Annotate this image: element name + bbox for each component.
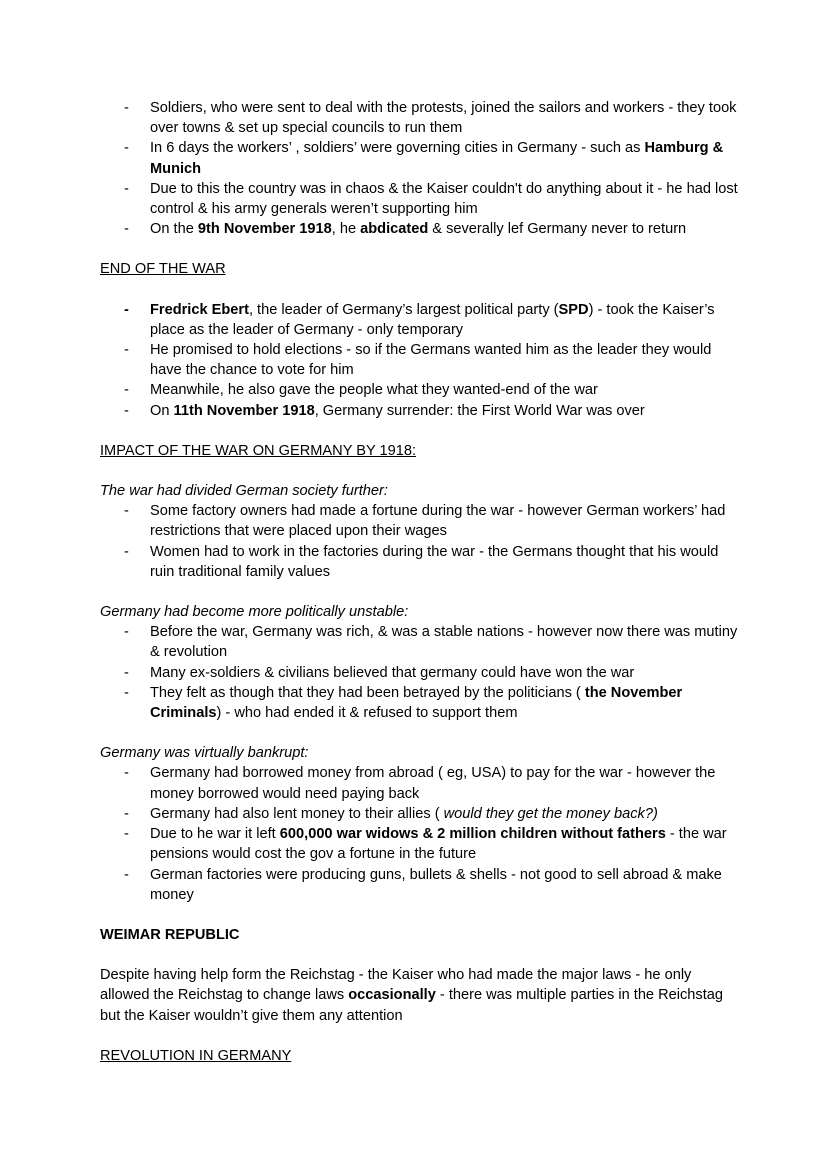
bullet-dash: - — [124, 805, 129, 822]
bullet-dash: - — [124, 180, 129, 197]
text-run: They felt as though that they had been betrayed by the politicians ( — [150, 684, 585, 701]
document-page — [100, 98, 740, 1066]
list-item — [100, 683, 740, 723]
list-item-text — [150, 665, 634, 681]
list-item-text — [150, 140, 723, 176]
text-run: Many ex-soldiers & civilians believed that germany could have won the war — [150, 664, 635, 681]
list-item-text — [150, 544, 718, 580]
bullet-dash: - — [124, 100, 129, 116]
list-item — [100, 380, 740, 400]
list-item — [100, 98, 740, 138]
list-item-text — [150, 624, 737, 660]
list-item — [100, 340, 740, 380]
bold-text: the November Criminals — [150, 684, 683, 722]
list-item-text — [150, 382, 598, 398]
text-run: Due to he war it left — [150, 826, 280, 843]
bold-text: occasionally — [348, 987, 436, 1004]
text-run: , Germany surrender: the First World War was over — [314, 402, 645, 419]
bullet-list-bankrupt — [100, 763, 740, 904]
heading-revolution-in-germany: REVOLUTION IN GERMANY — [100, 1047, 292, 1064]
bold-text: Hamburg & Munich — [150, 140, 724, 177]
weimar-paragraph — [100, 965, 740, 1026]
bullet-dash: - — [124, 866, 129, 883]
bullet-list-unstable — [100, 622, 740, 723]
bullet-list-society — [100, 501, 740, 582]
bold-text: Fredrick Ebert — [150, 301, 249, 318]
text-run: In 6 days the workers’ , soldiers’ were governing cities in Germany - such as — [150, 140, 645, 157]
list-item-text — [150, 765, 715, 801]
bullet-dash: - — [124, 503, 129, 520]
list-item — [100, 219, 740, 239]
text-run: Some factory owners had made a fortune during the war - however German workers’ had restrictions that were placed upon their wages — [150, 503, 726, 540]
text-run: ) - who had ended it & refused to support them — [216, 705, 518, 722]
bullet-dash: - — [124, 765, 129, 782]
list-item — [100, 401, 740, 421]
text-run: On the — [150, 221, 198, 238]
text-run: On — [150, 402, 174, 419]
text-run: ) - took the Kaiser’s place as the leader of Germany - only temporary — [150, 301, 715, 338]
bold-text: 9th November 1918 — [197, 221, 332, 238]
text-run: - there was multiple parties in the Reichstag but the Kaiser wouldn’t give them any attention — [100, 987, 724, 1024]
bold-text: SPD — [558, 301, 589, 318]
impact-intro-society: The war had divided German society further: — [100, 483, 388, 500]
text-run: Meanwhile, he also gave the people what they wanted-end of the war — [150, 382, 598, 399]
bullet-dash: - — [124, 684, 129, 701]
text-run: Germany had borrowed money from abroad ( eg, USA) to pay for the war - however the money borrowed would need paying back — [150, 765, 716, 802]
heading-end-of-war: END OF THE WAR — [100, 261, 226, 278]
impact-intro-bankrupt: Germany was virtually bankrupt: — [100, 745, 309, 762]
list-item — [100, 763, 740, 803]
text-run: Due to this the country was in chaos & the Kaiser couldn't do anything about it - he had lost control & his army generals weren’t supporting him — [150, 180, 738, 218]
list-item — [100, 824, 740, 864]
list-item-text — [150, 302, 715, 338]
text-run: , he — [331, 221, 361, 238]
text-run: He promised to hold elections - so if the Germans wanted him as the leader they would have the chance to vote for him — [150, 342, 712, 379]
text-run: Despite having help form the Reichstag - the Kaiser who had made the major laws - he only allowed the Reichstag to change laws — [100, 967, 692, 1004]
bold-text: 11th November 1918 — [173, 402, 315, 419]
bullet-dash: - — [124, 402, 129, 419]
text-run: German factories were producing guns, bullets & shells - not good to sell abroad & make money — [150, 866, 722, 903]
bullet-dash: - — [124, 543, 129, 560]
list-item-text — [150, 221, 686, 237]
list-item — [100, 501, 740, 541]
list-item-text — [150, 403, 645, 419]
list-item — [100, 622, 740, 662]
bullet-dash: - — [124, 624, 129, 641]
bullet-dash: - — [124, 382, 129, 399]
list-item — [100, 138, 740, 178]
list-item-text — [150, 685, 682, 721]
list-item — [100, 804, 740, 824]
list-item-text — [150, 100, 736, 136]
list-item-text — [150, 826, 727, 862]
list-item — [100, 300, 740, 340]
bullet-list-section1 — [100, 98, 740, 239]
list-item-text — [150, 342, 711, 378]
list-item — [100, 179, 740, 219]
text-run: Before the war, Germany was rich, & was a stable nations - however now there was mutiny & revolution — [150, 624, 738, 661]
bullet-dash: - — [124, 140, 129, 157]
bold-text: abdicated — [360, 221, 429, 238]
bullet-dash: - — [124, 301, 129, 318]
bullet-dash: - — [124, 664, 129, 681]
heading-impact: IMPACT OF THE WAR ON GERMANY BY 1918: — [100, 442, 417, 459]
bullet-dash: - — [124, 221, 129, 238]
impact-intro-unstable: Germany had become more politically unstable: — [100, 604, 409, 621]
list-item-text — [150, 181, 738, 217]
text-run: & severally lef Germany never to return — [428, 221, 687, 238]
list-item — [100, 542, 740, 582]
bold-text: 600,000 war widows & 2 million children without fathers — [279, 826, 666, 843]
text-run: , the leader of Germany’s largest political party ( — [248, 301, 559, 318]
text-run: Soldiers, who were sent to deal with the protests, joined the sailors and workers - they took over towns & set up special councils to run them — [150, 100, 737, 137]
heading-weimar-republic: WEIMAR REPUBLIC — [100, 926, 240, 943]
list-item — [100, 663, 740, 683]
text-run: - the war pensions would cost the gov a fortune in the future — [150, 826, 727, 863]
bullet-dash: - — [124, 826, 129, 843]
bullet-list-end-of-war — [100, 300, 740, 421]
bullet-dash: - — [124, 342, 129, 359]
text-run: Germany had also lent money to their allies ( — [150, 805, 444, 822]
list-item-text — [150, 867, 722, 903]
italic-text: would they get the money back?) — [443, 805, 658, 822]
text-run: Women had to work in the factories during the war - the Germans thought that his would ruin traditional family values — [150, 543, 719, 580]
list-item — [100, 865, 740, 905]
list-item-text — [150, 806, 658, 822]
list-item-text — [150, 503, 725, 539]
